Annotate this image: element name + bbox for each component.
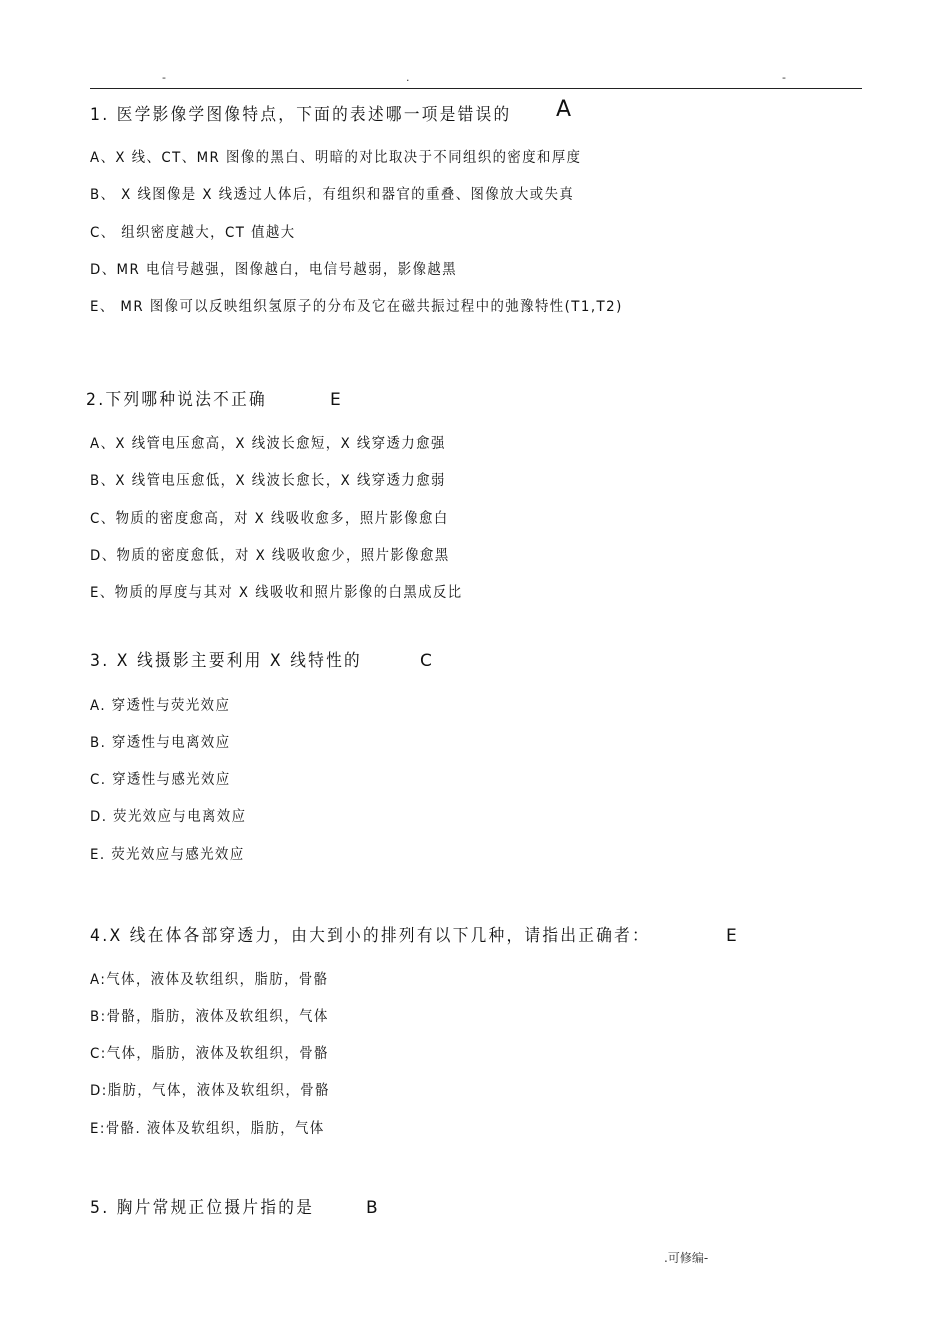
question-1-title: 1. 医学影像学图像特点，下面的表述哪一项是错误的 [90, 105, 512, 125]
question-4-option-b: B:骨骼，脂肪，液体及软组织，气体 [90, 1009, 329, 1025]
question-1-option-e: E、 MR 图像可以反映组织氢原子的分布及它在磁共振过程中的弛豫特性(T1,T2) [90, 299, 623, 315]
question-3-title: 3. X 线摄影主要利用 X 线特性的 [90, 651, 362, 671]
question-3-answer: C [420, 651, 432, 671]
question-1-answer: A [556, 97, 572, 122]
question-2-answer: E [330, 390, 341, 410]
question-2-option-e: E、物质的厚度与其对 X 线吸收和照片影像的白黑成反比 [90, 585, 463, 601]
question-4-answer: E [726, 926, 737, 946]
header-mark-right: - [782, 71, 786, 84]
question-4-option-a: A:气体，液体及软组织，脂肪，骨骼 [90, 972, 329, 988]
question-2-option-a: A、X 线管电压愈高，X 线波长愈短，X 线穿透力愈强 [90, 436, 446, 452]
question-3-option-b: B. 穿透性与电离效应 [90, 735, 231, 751]
question-5-title: 5. 胸片常规正位摄片指的是 [90, 1198, 315, 1218]
question-3-option-e: E. 荧光效应与感光效应 [90, 847, 245, 863]
question-2-option-c: C、物质的密度愈高，对 X 线吸收愈多，照片影像愈白 [90, 511, 449, 527]
question-5-answer: B [366, 1198, 378, 1218]
header-rule [90, 88, 862, 89]
question-1-option-a: A、X 线、CT、MR 图像的黑白、明暗的对比取决于不同组织的密度和厚度 [90, 150, 582, 166]
question-4-option-d: D:脂肪，气体，液体及软组织，骨骼 [90, 1083, 330, 1099]
question-4-title: 4.X 线在体各部穿透力，由大到小的排列有以下几种，请指出正确者： [90, 926, 651, 946]
header-mark-left: - [162, 71, 166, 84]
header-mark-center: . [406, 71, 410, 84]
question-2-option-b: B、X 线管电压愈低，X 线波长愈长，X 线穿透力愈弱 [90, 473, 446, 489]
question-3-option-d: D. 荧光效应与电离效应 [90, 809, 247, 825]
question-3-option-a: A. 穿透性与荧光效应 [90, 698, 231, 714]
question-1-option-c: C、 组织密度越大，CT 值越大 [90, 225, 296, 241]
question-4-option-e: E:骨骼. 液体及软组织，脂肪，气体 [90, 1121, 325, 1137]
question-2-title: 2.下列哪种说法不正确 [86, 390, 267, 410]
question-1-option-d: D、MR 电信号越强，图像越白，电信号越弱，影像越黑 [90, 262, 458, 278]
question-2-option-d: D、物质的密度愈低，对 X 线吸收愈少，照片影像愈黑 [90, 548, 450, 564]
question-4-option-c: C:气体，脂肪，液体及软组织，骨骼 [90, 1046, 329, 1062]
question-1-option-b: B、 X 线图像是 X 线透过人体后，有组织和器官的重叠、图像放大或失真 [90, 187, 575, 203]
question-3-option-c: C. 穿透性与感光效应 [90, 772, 231, 788]
footer-note: .可修编- [664, 1251, 709, 1265]
